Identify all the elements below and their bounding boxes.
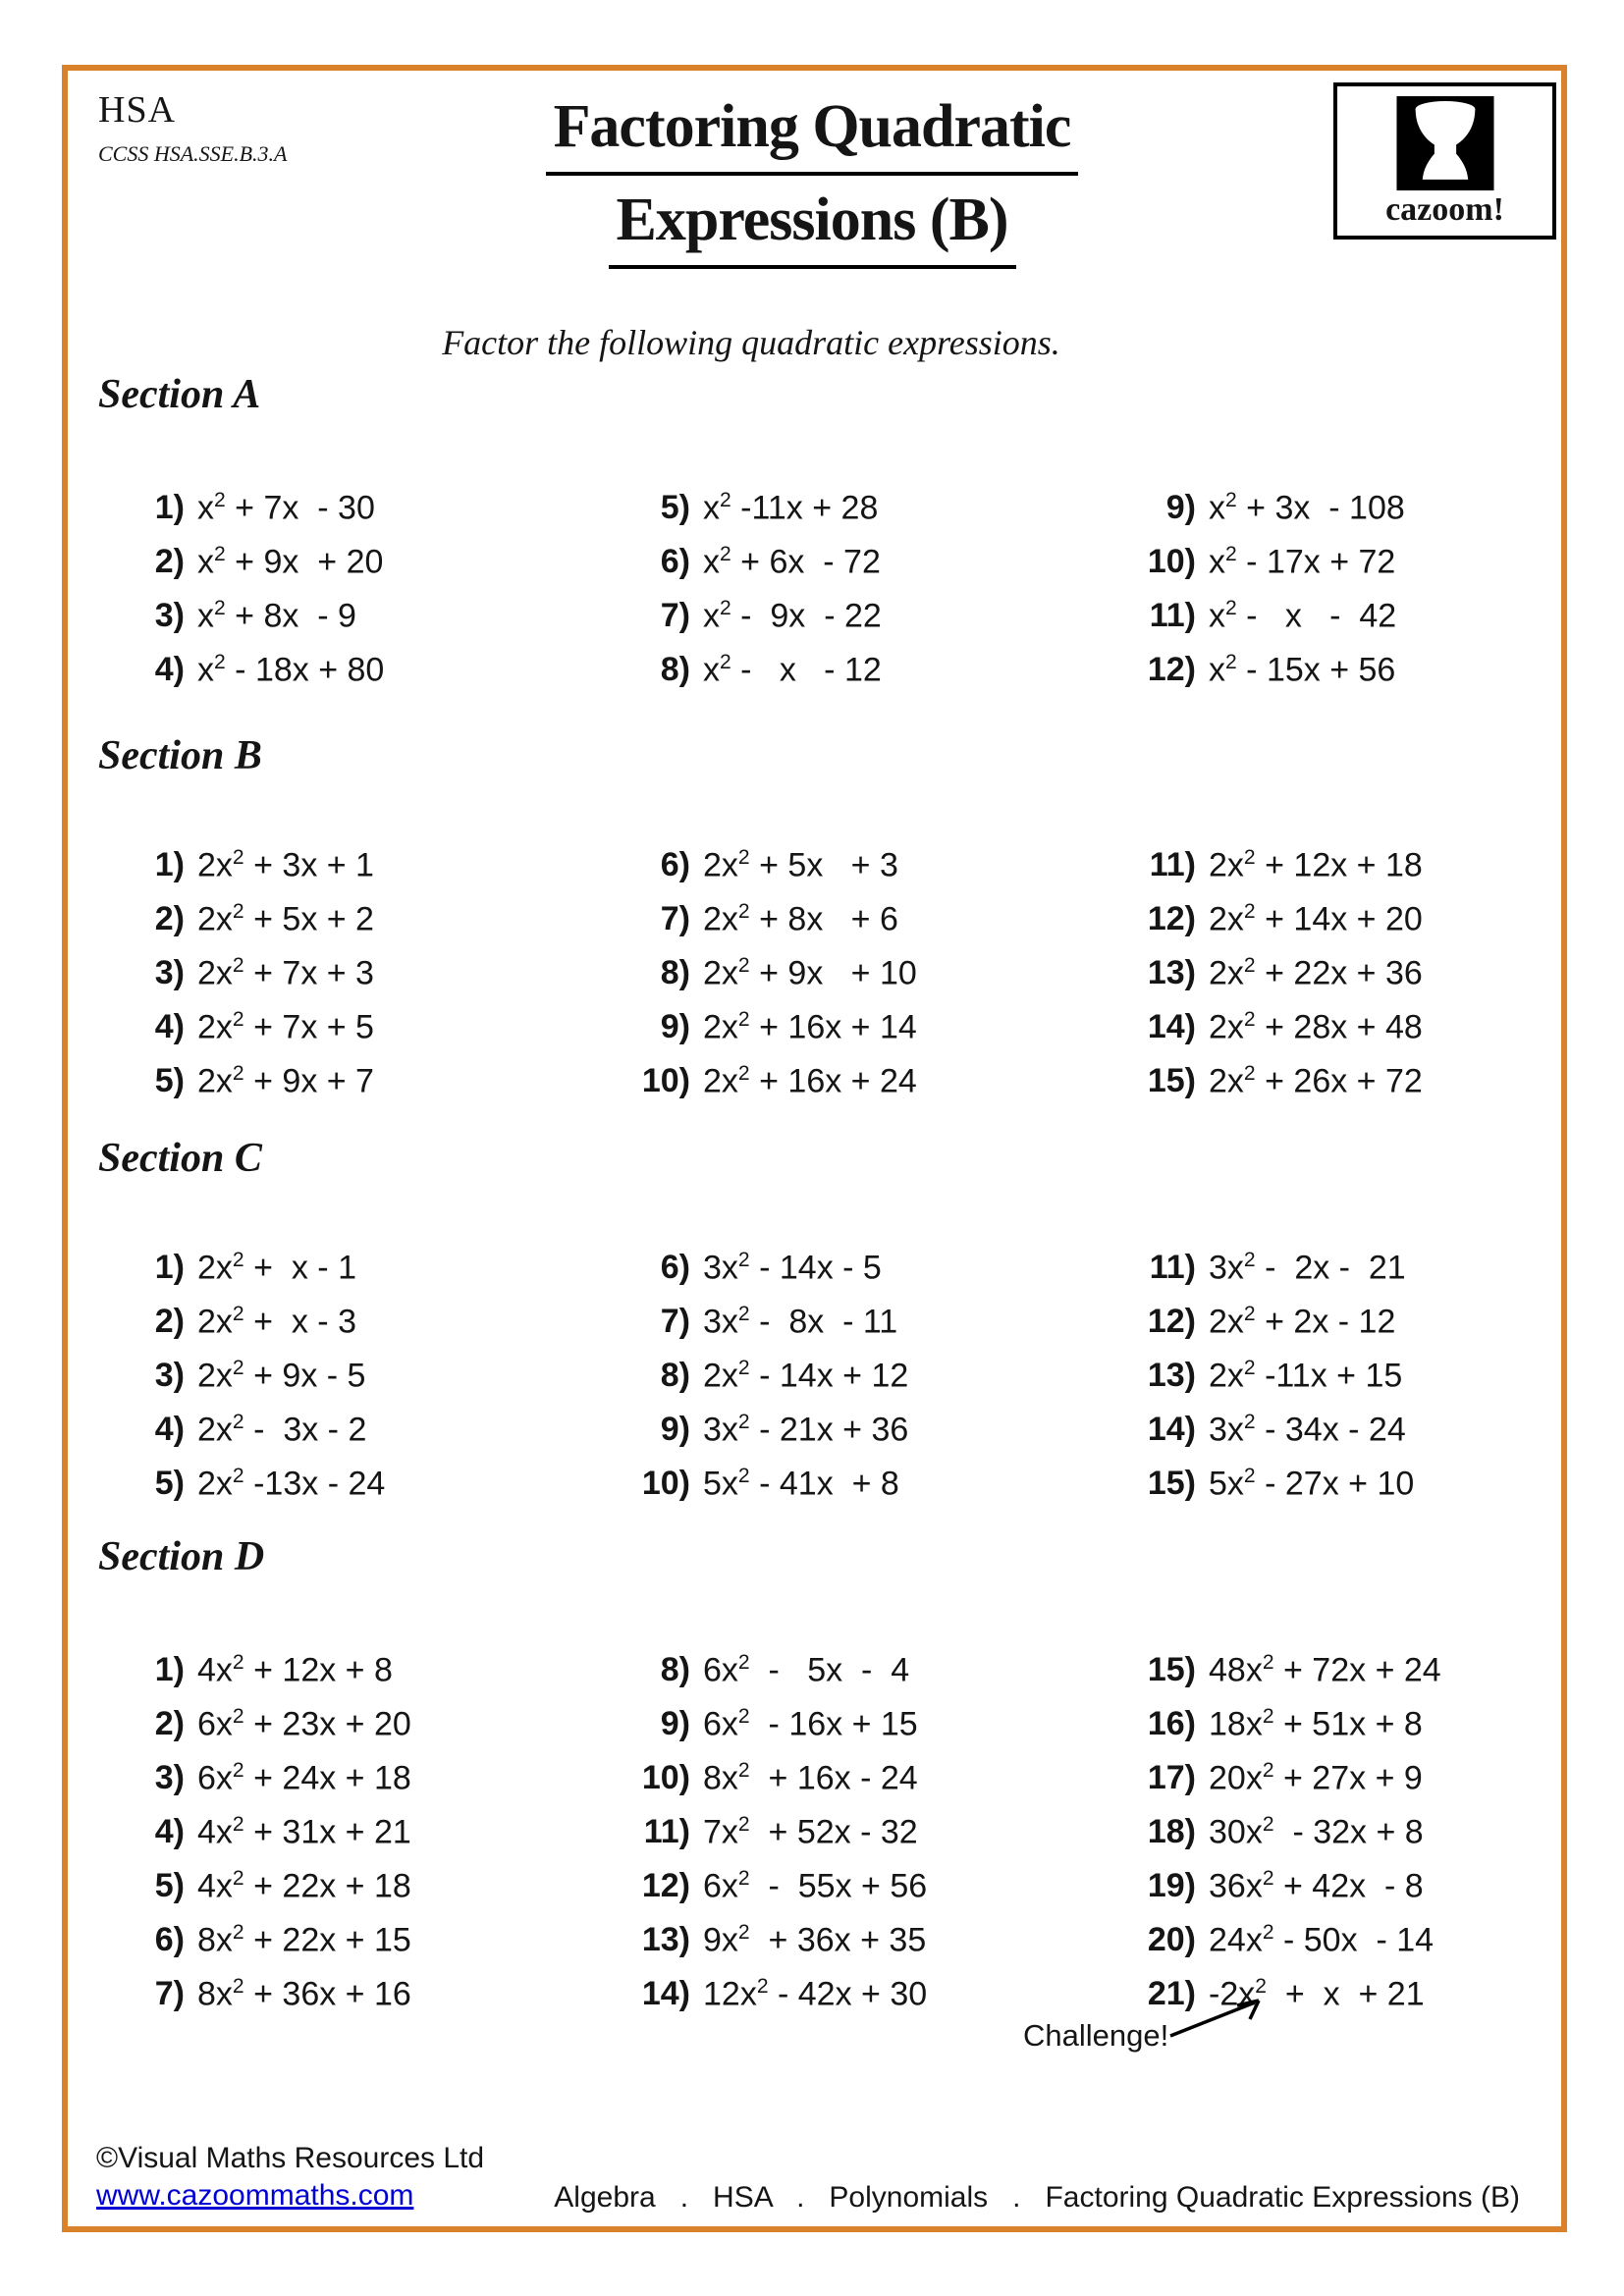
problem-number: 21) [1147,1975,1196,2013]
problem-item [1119,581,1405,635]
problem-expression: $2x^2 + 22x + 36$ [1209,954,1423,992]
problem-expression: $48x^2 + 72x + 24$ [1209,1651,1441,1689]
problem-item [1119,1046,1423,1100]
problem-expression: $3x^2 - 21x + 36$ [703,1411,909,1449]
breadcrumb: Algebra . HSA . Polynomials . Factoring Quadratic Expressions (B) [554,2181,1520,2214]
problem-expression: $2x^2 + 7x + 3$ [197,954,374,992]
problem-number: 1) [154,1249,185,1287]
problem-expression: $x^2$ - x - 42 [1209,597,1397,635]
problem-item [108,1287,614,1341]
problem-item [614,1341,1119,1395]
section-heading: Section B [98,733,262,778]
problem-expression: $18x^2 + 51x + 8$ [1209,1705,1423,1743]
problem-item [1119,1905,1441,1959]
problem-expression: $x^2 - 9x - 22$ [703,597,882,635]
problem-expression: $2x^2 + 28x + 48$ [1209,1008,1423,1046]
problem-number: 10) [641,1759,690,1797]
problem-number: 7) [660,597,690,635]
problem-number: 13) [1147,1357,1196,1395]
problem-expression: $x^2 + 6x - 72$ [703,543,881,581]
problem-item [614,1743,1119,1797]
problem-item [1119,1797,1441,1851]
problem-expression: $6x^2 + 23x + 20$ [197,1705,411,1743]
problem-item [108,581,614,635]
problem-expression: $2x^2 + x - 1$ [197,1249,356,1287]
problem-column [614,830,1119,1100]
section-heading: Section D [98,1534,265,1579]
problem-expression: $2x^2 + 3x + 1$ [197,846,374,884]
problem-item [1119,1689,1441,1743]
problem-expression: $2x^2 + 12x + 18$ [1209,846,1423,884]
problem-item [108,1233,614,1287]
section-c [98,1135,1571,1503]
copyright-text: ©Visual Maths Resources Ltd [96,2142,485,2174]
problem-item [614,1233,1119,1287]
problem-number: 2) [154,1705,185,1743]
problem-expression: $30x^2 - 32x + 8$ [1209,1813,1424,1851]
problem-expression: $24x^2 - 50x - 14$ [1209,1921,1435,1959]
problem-number: 13) [1147,954,1196,992]
problem-column [614,1635,1119,2013]
problem-item [1119,830,1423,884]
problem-number: 1) [154,846,185,884]
problem-number: 19) [1147,1867,1196,1905]
problem-item [614,581,1119,635]
problem-number: 18) [1147,1813,1196,1851]
problem-number: 7) [660,1303,690,1341]
problem-number: 11) [643,1813,690,1851]
problem-item [108,1959,614,2013]
problem-number: 5) [154,1465,185,1503]
problem-expression: $3x^2 - 34x - 24$ [1209,1411,1406,1449]
problem-expression: $4x^2 + 22x + 18$ [197,1867,411,1905]
problem-column [108,830,614,1100]
problem-expression: $2x^2 + 2x - 12$ [1209,1303,1396,1341]
problem-expression: $9x^2 + 36x + 35$ [703,1921,927,1959]
problem-number: 15) [1147,1465,1196,1503]
problem-expression: $6x^2 - 55x + 56$ [703,1867,928,1905]
problem-number: 10) [641,1062,690,1100]
problem-item [1119,1449,1414,1503]
problem-item [1119,1341,1414,1395]
problem-expression: $8x^2 + 16x - 24$ [703,1759,918,1797]
problem-item [1119,938,1423,992]
problem-expression: $2x^2 + 16x + 24$ [703,1062,917,1100]
problem-expression: $36x^2 + 42x - 8$ [1209,1867,1424,1905]
problem-item [614,1905,1119,1959]
problem-expression: $3x^2 - 14x - 5$ [703,1249,882,1287]
problem-item [614,1287,1119,1341]
problem-number: 3) [154,1759,185,1797]
problem-item [1119,1635,1441,1689]
problem-column [108,473,614,689]
problem-item [1119,1743,1441,1797]
problem-item [108,938,614,992]
problem-item [614,635,1119,689]
problem-expression: $6x^2 - 5x - 4$ [703,1651,910,1689]
problem-number: 2) [154,543,185,581]
problem-item [1119,527,1405,581]
problem-item [1119,473,1405,527]
djembe-drum-icon [1395,96,1495,190]
problem-item [614,1797,1119,1851]
problem-number: 4) [154,1008,185,1046]
problem-number: 1) [154,1651,185,1689]
problem-expression: $2x^2 + 5x + 2$ [197,900,374,938]
challenge-label: Challenge! [1023,2018,1169,2053]
section-heading: Section A [98,372,261,417]
problem-number: 4) [154,651,185,689]
problem-expression: $5x^2 - 41x + 8$ [703,1465,899,1503]
problem-number: 17) [1147,1759,1196,1797]
problem-item [108,1449,614,1503]
problem-expression: $x^2$ - x - 12 [703,651,882,689]
problem-expression: $2x^2 - 3x - 2$ [197,1411,367,1449]
problem-number: 11) [1149,1249,1196,1287]
problem-expression: $8x^2 + 22x + 15$ [197,1921,411,1959]
challenge-arrow-icon [1164,1989,1274,2044]
problem-item [108,527,614,581]
page-title-line1: Factoring Quadratic [546,82,1079,176]
problem-number: 6) [660,543,690,581]
problem-number: 7) [154,1975,185,2013]
problem-column [1119,830,1423,1100]
problem-item [1119,635,1405,689]
problem-number: 8) [660,1357,690,1395]
problem-expression: $x^2 + 9x + 20$ [197,543,384,581]
section-problems [108,1233,1571,1503]
problem-item [108,1046,614,1100]
problem-item [614,992,1119,1046]
problem-number: 8) [660,1651,690,1689]
section-heading: Section C [98,1136,262,1181]
problem-item [614,1395,1119,1449]
worksheet-instruction: Factor the following quadratic expressions. [442,323,1060,362]
section-b [98,732,1571,1100]
problem-item [108,1743,614,1797]
problem-number: 9) [660,1705,690,1743]
problem-number: 12) [1147,651,1196,689]
problem-number: 8) [660,954,690,992]
problem-item [108,992,614,1046]
problem-number: 12) [1147,1303,1196,1341]
problem-expression: $2x^2 + 8x + 6$ [703,900,898,938]
problem-item [614,1851,1119,1905]
website-link[interactable]: www.cazoommaths.com [96,2179,414,2212]
problem-item [1119,1287,1414,1341]
problem-expression: $2x^2 - 14x + 12$ [703,1357,909,1395]
logo-wordmark: cazoom! [1385,191,1504,228]
problem-expression: $2x^2$ -13x - 24 [197,1465,386,1503]
problem-column [614,1233,1119,1503]
problem-number: 1) [154,489,185,527]
problem-item [108,1851,614,1905]
problem-item [614,1689,1119,1743]
problem-expression: $3x^2 - 8x - 11$ [703,1303,898,1341]
problem-expression: $-2x^2 + x + 21$ [1209,1975,1425,2013]
problem-expression: $2x^2 + 9x + 10$ [703,954,917,992]
problem-expression: $x^2$ -11x + 28 [703,489,879,527]
section-problems [108,830,1571,1100]
problem-number: 5) [154,1867,185,1905]
course-code: HSA [98,89,177,131]
problem-item [1119,1395,1414,1449]
problem-number: 9) [660,1008,690,1046]
problem-item [614,1046,1119,1100]
problem-number: 3) [154,597,185,635]
problem-item [108,1341,614,1395]
problem-expression: $2x^2 + 9x + 7$ [197,1062,374,1100]
problem-number: 9) [660,1411,690,1449]
problem-item [108,1395,614,1449]
problem-item [614,1635,1119,1689]
problem-expression: $2x^2 + 9x - 5$ [197,1357,366,1395]
problem-number: 2) [154,1303,185,1341]
problem-expression: $4x^2 + 12x + 8$ [197,1651,393,1689]
problem-expression: $2x^2 + 26x + 72$ [1209,1062,1423,1100]
problem-number: 15) [1147,1651,1196,1689]
problem-expression: $x^2 - 15x + 56$ [1209,651,1396,689]
problem-item [614,884,1119,938]
problem-number: 11) [1149,846,1196,884]
problem-number: 10) [641,1465,690,1503]
problem-number: 10) [1147,543,1196,581]
problem-item [108,1797,614,1851]
problem-number: 20) [1147,1921,1196,1959]
problem-expression: $20x^2 + 27x + 9$ [1209,1759,1423,1797]
problem-expression: $5x^2 - 27x + 10$ [1209,1465,1415,1503]
problem-expression: $2x^2 + 5x + 3$ [703,846,898,884]
problem-number: 9) [1165,489,1196,527]
problem-expression: $x^2 + 7x - 30$ [197,489,375,527]
problem-expression: $2x^2$ -11x + 15 [1209,1357,1403,1395]
problem-item [614,938,1119,992]
problem-expression: $3x^2 - 2x - 21$ [1209,1249,1406,1287]
problem-number: 12) [1147,900,1196,938]
problem-expression: $7x^2 + 52x - 32$ [703,1813,918,1851]
section-a [98,371,1571,689]
problem-expression: $8x^2 + 36x + 16$ [197,1975,411,2013]
problem-item [1119,884,1423,938]
problem-item [1119,1233,1414,1287]
problem-expression: $2x^2 + x - 3$ [197,1303,356,1341]
section-d [98,1533,1571,2013]
problem-number: 6) [660,1249,690,1287]
problem-expression: $6x^2 + 24x + 18$ [197,1759,411,1797]
problem-column [1119,1635,1441,2013]
problem-number: 14) [1147,1411,1196,1449]
problem-expression: $6x^2 - 16x + 15$ [703,1705,918,1743]
problem-number: 15) [1147,1062,1196,1100]
problem-expression: $x^2 + 3x - 108$ [1209,489,1405,527]
problem-expression: $x^2 + 8x - 9$ [197,597,356,635]
problem-item [108,1635,614,1689]
problem-item [614,1959,1119,2013]
problem-number: 14) [1147,1008,1196,1046]
problem-item [108,1905,614,1959]
problem-item [1119,992,1423,1046]
problem-item [108,473,614,527]
problem-number: 7) [660,900,690,938]
problem-number: 8) [660,651,690,689]
problem-column [1119,473,1405,689]
problem-number: 4) [154,1411,185,1449]
problem-expression: $4x^2 + 31x + 21$ [197,1813,411,1851]
problem-item [1119,1851,1441,1905]
problem-expression: $2x^2 + 14x + 20$ [1209,900,1423,938]
problem-item [614,1449,1119,1503]
problem-number: 6) [660,846,690,884]
problem-column [614,473,1119,689]
problem-item [614,830,1119,884]
ccss-standard: CCSS HSA.SSE.B.3.A [98,141,288,166]
problem-number: 3) [154,1357,185,1395]
section-problems [108,1635,1571,2013]
problem-item [614,527,1119,581]
problem-expression: $12x^2 - 42x + 30$ [703,1975,928,2013]
problem-item [614,473,1119,527]
problem-number: 12) [641,1867,690,1905]
problem-number: 13) [641,1921,690,1959]
problem-column [1119,1233,1414,1503]
problem-expression: $2x^2 + 7x + 5$ [197,1008,374,1046]
problem-number: 4) [154,1813,185,1851]
problem-item [108,884,614,938]
problem-item [108,1689,614,1743]
page-title-line2: Expressions (B) [609,176,1016,269]
problem-number: 3) [154,954,185,992]
problem-number: 11) [1149,597,1196,635]
problem-number: 5) [660,489,690,527]
problem-item [108,635,614,689]
problem-column [108,1233,614,1503]
problem-number: 14) [641,1975,690,2013]
problem-number: 5) [154,1062,185,1100]
cazoom-logo [1333,82,1556,240]
problem-column [108,1635,614,2013]
problem-number: 16) [1147,1705,1196,1743]
problem-item [108,830,614,884]
problem-expression: $x^2 - 17x + 72$ [1209,543,1396,581]
problem-number: 2) [154,900,185,938]
section-problems [108,473,1571,689]
problem-expression: $x^2 - 18x + 80$ [197,651,385,689]
problem-number: 6) [154,1921,185,1959]
problem-expression: $2x^2 + 16x + 14$ [703,1008,917,1046]
